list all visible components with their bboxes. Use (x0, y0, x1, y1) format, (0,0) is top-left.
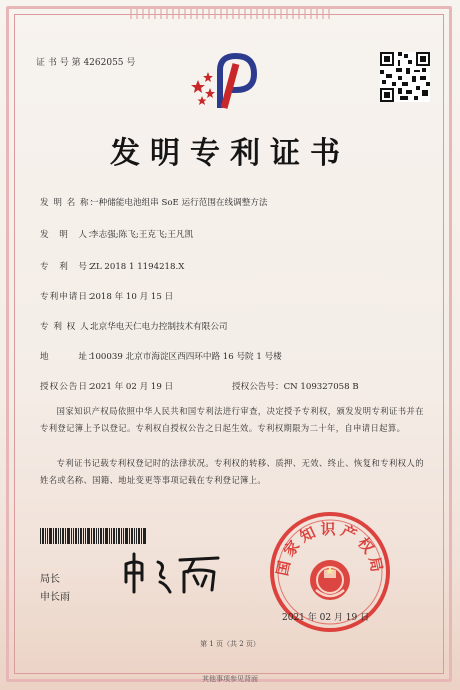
seal-text: 国家知识产权局 (273, 520, 387, 578)
barcode-icon (40, 528, 148, 544)
decorative-pattern (130, 9, 330, 19)
grant-date-label: 授权公告日： (40, 382, 98, 392)
patent-number-label: 专 利 号： (40, 262, 98, 272)
filing-date-label: 专利申请日： (40, 292, 98, 302)
footer-note: 其他事项参见背面 (202, 675, 258, 683)
grant-number-row (232, 380, 359, 392)
invention-name-value: 一种储能电池组串 SoE 运行范围在线调整方法 (90, 198, 268, 208)
certificate-title: 发明专利证书 (110, 136, 350, 171)
patentee-label: 专 利 权 人： (40, 322, 100, 332)
filing-date-row (40, 290, 173, 302)
invention-name-row (40, 196, 268, 208)
patent-number-value: ZL 2018 1 1194218.X (90, 262, 185, 272)
inventor-row (40, 228, 193, 240)
handwritten-signature-icon (118, 548, 228, 598)
legal-status-paragraph: 专利证书记载专利权登记时的法律状况。专利权的转移、质押、无效、终止、恢复和专利权人的姓名或名称、国籍、地址变更等事项记载在专利登记簿上。 (40, 458, 424, 485)
inventor-label: 发 明 人： (40, 230, 98, 240)
patentee-row (40, 320, 228, 332)
address-label: 地 址： (40, 352, 98, 362)
seal-date: 2021 年 02 月 19 日 (282, 613, 370, 623)
grant-statement-paragraph: 国家知识产权局依照中华人民共和国专利法进行审查，决定授予专利权，颁发发明专利证书并在专利登记簿上予以登记。专利权自授权公告之日起生效。专利权期限为二十年，自申请日起算。 (40, 406, 424, 433)
grant-date-value: 2021 年 02 月 19 日 (90, 382, 174, 392)
certificate-number: 证 书 号 第 4262055 号 (36, 58, 136, 68)
invention-name-label: 发 明 名 称： (40, 198, 100, 208)
signatory-name: 申长雨 (40, 592, 70, 603)
patent-number-row (40, 260, 184, 272)
patentee-value: 北京华电天仁电力控制技术有限公司 (90, 322, 228, 332)
grant-number-label: 授权公告号： (232, 382, 284, 392)
address-row (40, 350, 282, 362)
grant-date-row (40, 380, 173, 392)
address-value: 100039 北京市海淀区西四环中路 16 号院 1 号楼 (90, 352, 282, 362)
filing-date-value: 2018 年 10 月 15 日 (90, 292, 174, 302)
signatory-title: 局长 (40, 574, 60, 585)
cnipa-logo-icon (190, 50, 270, 114)
page-number: 第 1 页（共 2 页） (200, 640, 260, 648)
grant-number-value: CN 109327058 B (283, 382, 359, 392)
qr-code-icon[interactable] (380, 52, 430, 102)
inventor-value: 李志强;陈飞;王克飞;王凡凯 (90, 230, 194, 240)
